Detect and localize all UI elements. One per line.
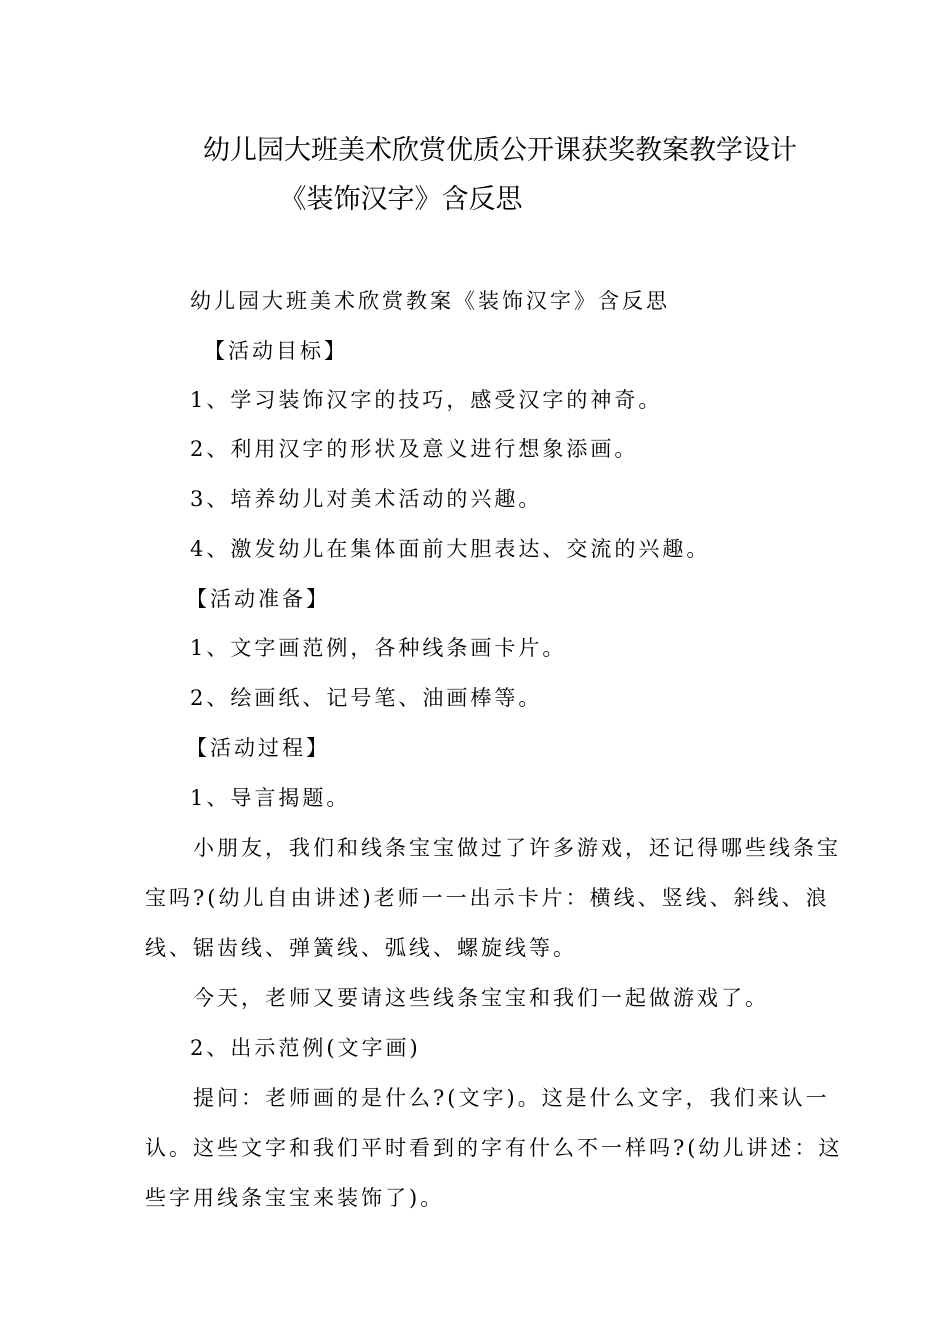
process-step-2: 2、出示范例(文字画) — [190, 1036, 421, 1060]
paragraph-3-line-3: 些字用线条宝宝来装饰了)。 — [145, 1186, 445, 1210]
goal-item-4: 4、激发幼儿在集体面前大胆表达、交流的兴趣。 — [190, 537, 711, 561]
prep-item-1: 1、文字画范例，各种线条画卡片。 — [190, 636, 567, 660]
document-subtitle: 幼儿园大班美术欣赏教案《装饰汉字》含反思 — [190, 289, 670, 313]
paragraph-1-line-1: 小朋友，我们和线条宝宝做过了许多游戏，还记得哪些线条宝 — [193, 836, 841, 860]
prep-item-2: 2、绘画纸、记号笔、油画棒等。 — [190, 686, 543, 710]
goal-item-2: 2、利用汉字的形状及意义进行想象添画。 — [190, 437, 639, 461]
paragraph-3-line-2: 认。这些文字和我们平时看到的字有什么不一样吗?(幼儿讲述：这 — [145, 1136, 843, 1160]
paragraph-1-line-3: 线、锯齿线、弹簧线、弧线、螺旋线等。 — [145, 936, 577, 960]
paragraph-2: 今天，老师又要请这些线条宝宝和我们一起做游戏了。 — [193, 986, 769, 1010]
goal-item-1: 1、学习装饰汉字的技巧，感受汉字的神奇。 — [190, 388, 663, 412]
document-title-line-1: 幼儿园大班美术欣赏优质公开课获奖教案教学设计 — [203, 135, 797, 166]
section-heading-process: 【活动过程】 — [186, 736, 330, 760]
process-step-1: 1、导言揭题。 — [190, 786, 351, 810]
paragraph-1-line-2: 宝吗?(幼儿自由讲述)老师一一出示卡片：横线、竖线、斜线、浪 — [145, 886, 830, 910]
paragraph-3-line-1: 提问：老师画的是什么?(文字)。这是什么文字，我们来认一 — [193, 1086, 830, 1110]
section-heading-goals: 【活动目标】 — [204, 339, 348, 363]
document-title-line-2: 《装饰汉字》含反思 — [279, 184, 523, 215]
goal-item-3: 3、培养幼儿对美术活动的兴趣。 — [190, 487, 543, 511]
section-heading-prep: 【活动准备】 — [186, 587, 330, 611]
